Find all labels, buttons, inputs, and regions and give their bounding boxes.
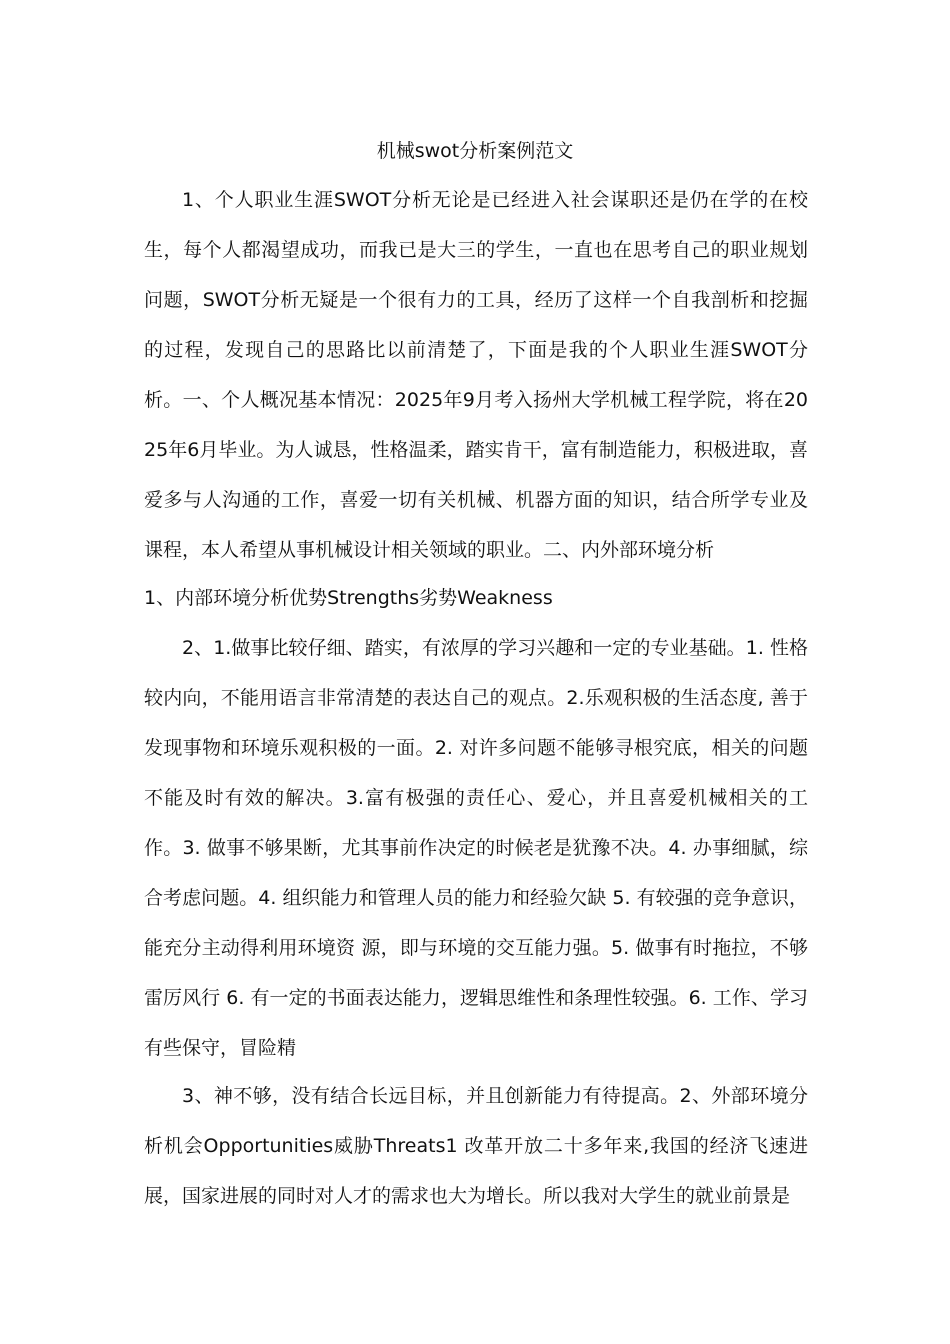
document-title: 机械swot分析案例范文 <box>376 140 574 162</box>
paragraph-3: 2、1.做事比较仔细、踏实，有浓厚的学习兴趣和一定的专业基础。1. 性格较内向，不能用语言非常清楚的表达自己的观点。2.乐观积极的生活态度, 善于发现事物和环境乐观积极的一面。2. 对许多问题不能够寻根究底，相关的问题不能及时有效的解决。3.富有极强的责任心、爱心，并且喜爱机械相关的工作。3. 做事不够果断，尤其事前作决定的时候老是犹豫不决。4. 办事细腻，综合考虑问题。4. 组织能力和管理人员的能力和经验欠缺 5. 有较强的竞争意识，能充分主动得利用环境资 源，即与环境的交互能力强。5. 做事有时拖拉，不够雷厉风行 6. 有一定的书面表达能力，逻辑思维性和条理性较强。6. 工作、学习有些保守，冒险精 <box>144 637 808 1059</box>
paragraph-1: 1、个人职业生涯SWOT分析无论是已经进入社会谋职还是仍在学的在校生，每个人都渴望成功，而我已是大三的学生，一直也在思考自己的职业规划问题，SWOT分析无疑是一个很有力的工具，经历了这样一个自我剖析和挖掘的过程，发现自己的思路比以前清楚了，下面是我的个人职业生涯SWOT分析。一、个人概况基本情况：2025年9月考入扬州大学机械工程学院，将在2025年6月毕业。为人诚恳，性格温柔，踏实肯干，富有制造能力，积极进取，喜爱多与人沟通的工作，喜爱一切有关机械、机器方面的知识，结合所学专业及课程，本人希望从事机械设计相关领域的职业。二、内外部环境分析 <box>144 189 808 561</box>
paragraph-2: 1、内部环境分析优势Strengths劣势Weakness <box>144 587 553 609</box>
paragraph-4: 3、神不够，没有结合长远目标，并且创新能力有待提高。2、外部环境分析机会Opportunities威胁Threats1 改革开放二十多年来,我国的经济飞速进展，国家进展的同时对人才的需求也大为增长。所以我对大学生的就业前景是 <box>144 1085 808 1207</box>
